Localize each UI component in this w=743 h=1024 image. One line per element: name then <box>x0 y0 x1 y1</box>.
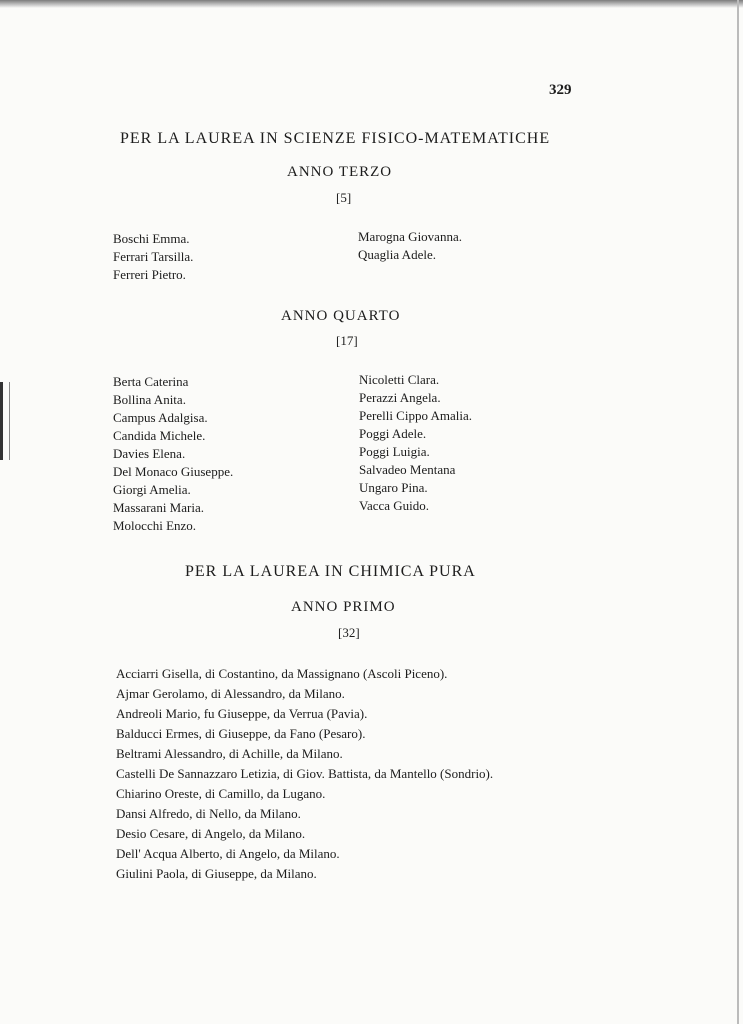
student-list-quarto-right <box>359 371 472 515</box>
student-count-quarto: [17] <box>336 333 358 348</box>
list-item: Chiarino Oreste, di Camillo, da Lugano. <box>116 786 326 801</box>
year-title-quarto: ANNO QUARTO <box>281 308 401 324</box>
student-name: Boschi Emma. <box>113 231 190 246</box>
student-name: Marogna Giovanna. <box>358 229 462 244</box>
student-list-primo <box>116 664 493 884</box>
student-name: Poggi Luigia. <box>359 444 430 459</box>
student-name: Quaglia Adele. <box>358 247 436 262</box>
student-name: Ungaro Pina. <box>359 480 428 495</box>
list-item: Balducci Ermes, di Giuseppe, da Fano (Pesaro). <box>116 726 366 741</box>
student-name: Massarani Maria. <box>113 500 204 515</box>
student-name: Poggi Adele. <box>359 426 427 441</box>
student-name: Davies Elena. <box>113 446 186 461</box>
student-name: Campus Adalgisa. <box>113 410 208 425</box>
list-item: Giulini Paola, di Giuseppe, da Milano. <box>116 866 317 881</box>
binding-mark <box>0 382 10 460</box>
year-title-terzo: ANNO TERZO <box>287 164 393 180</box>
student-list-quarto-left <box>113 373 233 535</box>
student-name: Salvadeo Mentana <box>359 462 456 477</box>
list-item: Dansi Alfredo, di Nello, da Milano. <box>116 806 301 821</box>
section-title-chimica-pura: PER LA LAUREA IN CHIMICA PURA <box>185 563 476 580</box>
page-number: 329 <box>549 82 572 98</box>
scan-right-edge <box>737 0 739 1024</box>
student-name: Ferrari Tarsilla. <box>113 249 194 264</box>
scan-top-edge <box>0 0 743 8</box>
student-name: Del Monaco Giuseppe. <box>113 464 234 479</box>
student-list-terzo-left <box>113 230 193 284</box>
list-item: Dell' Acqua Alberto, di Angelo, da Milano. <box>116 846 340 861</box>
list-item: Ajmar Gerolamo, di Alessandro, da Milano. <box>116 686 345 701</box>
year-title-primo: ANNO PRIMO <box>291 599 396 615</box>
list-item: Andreoli Mario, fu Giuseppe, da Verrua (Pavia). <box>116 706 368 721</box>
list-item: Beltrami Alessandro, di Achille, da Milano. <box>116 746 343 761</box>
student-name: Bollina Anita. <box>113 392 186 407</box>
list-item: Castelli De Sannazzaro Letizia, di Giov. Battista, da Mantello (Sondrio). <box>116 766 494 781</box>
student-name: Vacca Guido. <box>359 498 430 513</box>
student-name: Perazzi Angela. <box>359 390 441 405</box>
student-name: Molocchi Enzo. <box>113 518 197 533</box>
student-list-terzo-right <box>358 228 462 264</box>
student-count-primo: [32] <box>338 625 360 640</box>
student-name: Candida Michele. <box>113 428 206 443</box>
student-name: Ferreri Pietro. <box>113 267 186 282</box>
student-name: Berta Caterina <box>113 374 189 389</box>
section-title-fisico-matematiche: PER LA LAUREA IN SCIENZE FISICO-MATEMATICHE <box>120 130 551 147</box>
list-item: Acciarri Gisella, di Costantino, da Massignano (Ascoli Piceno). <box>116 666 448 681</box>
student-name: Perelli Cippo Amalia. <box>359 408 473 423</box>
student-count-terzo: [5] <box>336 190 352 205</box>
student-name: Nicoletti Clara. <box>359 372 440 387</box>
list-item: Desio Cesare, di Angelo, da Milano. <box>116 826 306 841</box>
student-name: Giorgi Amelia. <box>113 482 191 497</box>
